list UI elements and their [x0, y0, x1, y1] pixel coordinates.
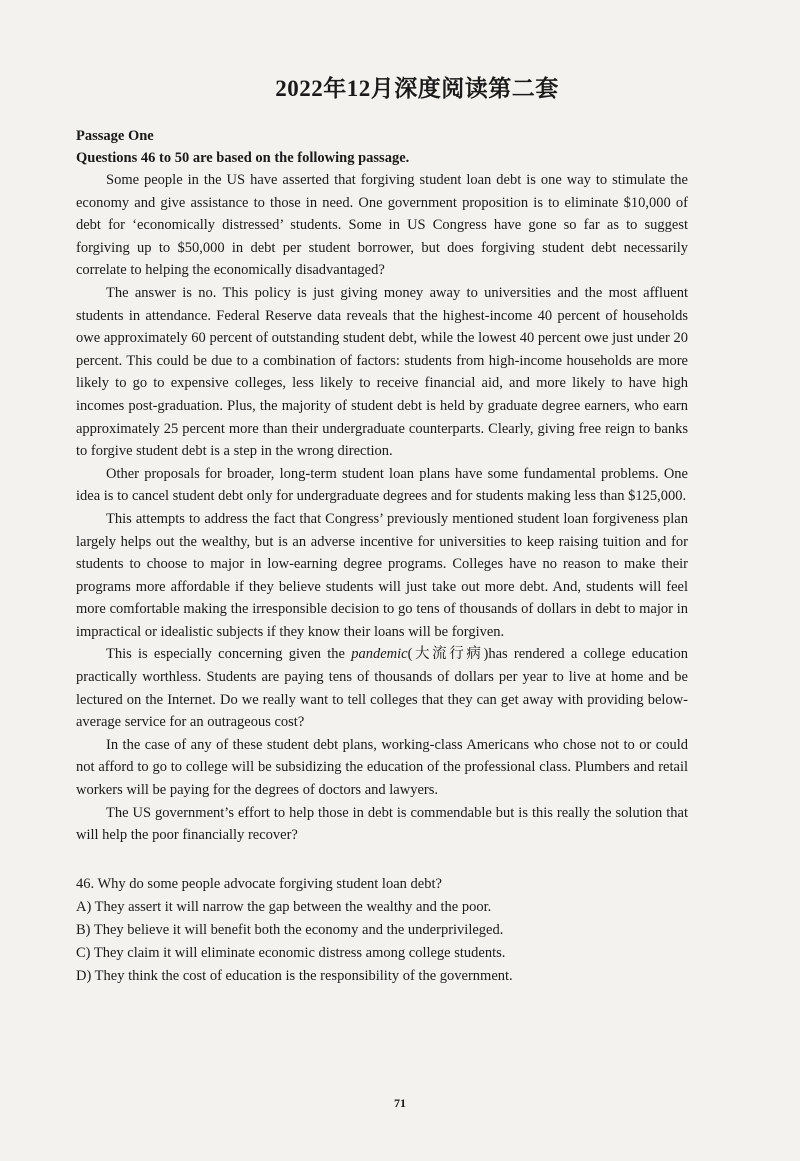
paragraph-5-rest: (大流行病)has rendered a college education practically worthless. Students are paying tens of thousands of dollars per year to live at home and be lectured on the Internet. Do we really want to tell colleges that they can get away with providing below-average service for an outrageous cost? [76, 646, 688, 731]
paragraph-5 [76, 643, 688, 733]
paragraph-5-italic-term: pandemic [351, 646, 408, 663]
passage-label: Passage One [76, 128, 154, 144]
questions-intro: Questions 46 to 50 are based on the following passage. [76, 150, 410, 166]
paragraph-4: This attempts to address the fact that Congress’ previously mentioned student loan forgiveness plan largely helps out the wealthy, but is an adverse incentive for universities to keep raising tuition and for students to choose to major in low-earning degree programs. Colleges have no reason to make their programs more affordable if they believe students will just take out more debt. And, students will feel more comfortable making the irresponsible decision to go tens of thousands of dollars in debt to major in impractical or idealistic subjects if they know their loans will be forgiven. [76, 510, 688, 640]
option-d: D) They think the cost of education is the responsibility of the government. [76, 967, 513, 984]
paragraph-3: Other proposals for broader, long-term student loan plans have some fundamental problems. One idea is to cancel student debt only for undergraduate degrees and for students making less than $125,000. [76, 465, 688, 505]
passage-body [76, 169, 688, 847]
page-number: 71 [394, 1096, 406, 1110]
paragraph-6: In the case of any of these student debt plans, working-class Americans who chose not to or could not afford to go to college will be subsidizing the education of the professional class. Plumbers and retail workers will be paying for the degrees of doctors and lawyers. [76, 736, 688, 799]
page-title: 2022年12月深度阅读第二套 [275, 76, 559, 101]
option-c: C) They claim it will eliminate economic distress among college students. [76, 944, 506, 961]
paragraph-5-start: This is especially concerning given the [106, 646, 352, 663]
paragraph-7: The US government’s effort to help those in debt is commendable but is this really the solution that will help the poor financially recover? [76, 804, 688, 844]
paragraph-1: Some people in the US have asserted that forgiving student loan debt is one way to stimulate the economy and give assistance to those in need. One government proposition is to eliminate $10,000 of debt for ‘economically distressed’ students. Some in US Congress have gone so far as to suggest forgiving up to $50,000 in debt per student borrower, but does forgiving student debt necessarily correlate to helping the economically disadvantaged? [76, 172, 688, 279]
question-stem: 46. Why do some people advocate forgiving student loan debt? [76, 875, 442, 892]
question-46 [76, 873, 688, 988]
paragraph-2: The answer is no. This policy is just giving money away to universities and the most affluent students in attendance. Federal Reserve data reveals that the highest-income 40 percent of households owe approximately 60 percent of outstanding student debt, while the lowest 40 percent owe just under 20 percent. This could be due to a combination of factors: students from high-income households are more likely to go to expensive colleges, less likely to receive financial aid, and more likely to have high incomes post-graduation. Plus, the majority of student debt is held by graduate degree earners, who earn approximately 25 percent more than their undergraduate counterparts. Clearly, giving free reign to banks to forgive student debt is a step in the wrong direction. [76, 284, 688, 460]
option-a: A) They assert it will narrow the gap between the wealthy and the poor. [76, 898, 492, 915]
option-b: B) They believe it will benefit both the economy and the underprivileged. [76, 921, 504, 938]
